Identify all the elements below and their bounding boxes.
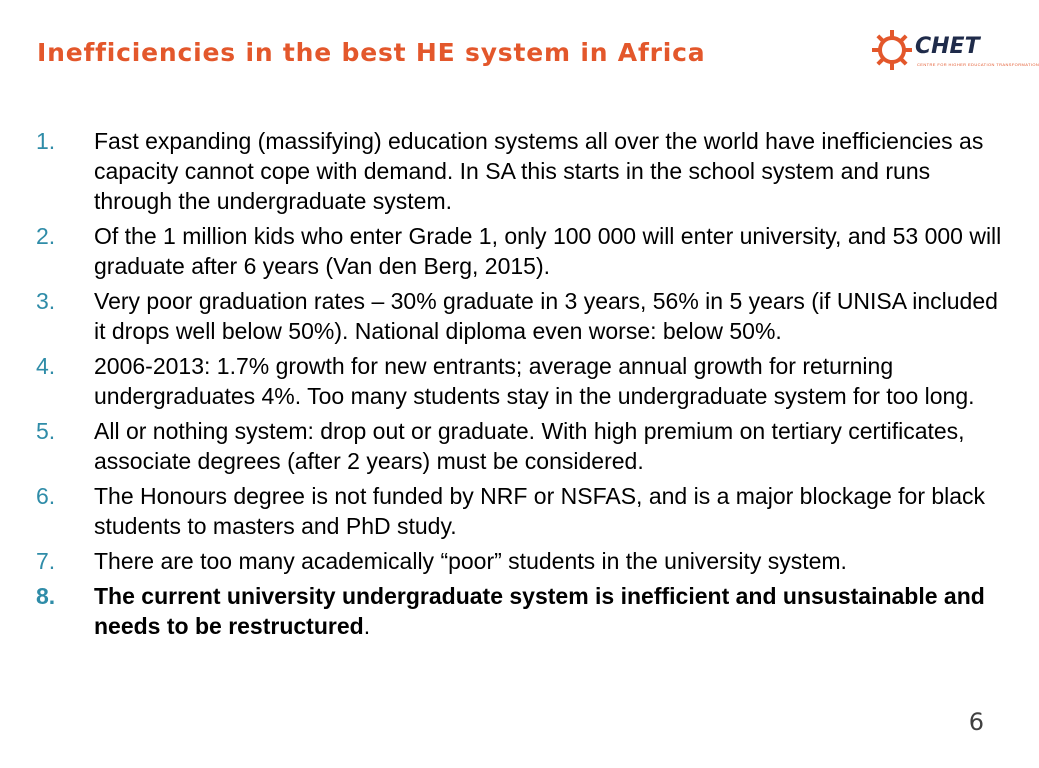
sun-gear-icon — [870, 28, 914, 72]
item-text: There are too many academically “poor” students in the university system. — [94, 548, 847, 574]
item-number: 1. — [36, 128, 56, 154]
page-number: 6 — [968, 708, 984, 736]
item-text: The current university undergraduate system is inefficient and unsustainable and needs to be restructured — [94, 583, 985, 639]
item-text: The Honours degree is not funded by NRF or NSFAS, and is a major blockage for black students to masters and PhD study. — [94, 483, 986, 539]
list-item-conclusion — [36, 581, 1004, 641]
slide-title: Inefficiencies in the best HE system in Africa — [37, 38, 706, 67]
list-item — [36, 416, 1004, 476]
item-number: 8. — [36, 583, 56, 609]
chet-logo — [870, 28, 1039, 78]
item-number: 6. — [36, 483, 56, 509]
item-number: 3. — [36, 288, 56, 314]
list-item — [36, 221, 1004, 281]
logo-wordmark: CHET — [915, 34, 980, 59]
list-item — [36, 126, 1004, 216]
list-item — [36, 286, 1004, 346]
list-item — [36, 546, 1004, 576]
item-number: 2. — [36, 223, 56, 249]
item-text: Of the 1 million kids who enter Grade 1, only 100 000 will enter university, and 53 000 will graduate after 6 years (Van den Berg, 2015). — [94, 223, 1002, 279]
item-text-wrapper — [94, 581, 1004, 641]
item-text: 2006-2013: 1.7% growth for new entrants; average annual growth for returning undergraduates 4%. Too many students stay in the undergraduate system for too long. — [94, 353, 975, 409]
item-text: Fast expanding (massifying) education systems all over the world have inefficiencies as capacity cannot cope with demand. In SA this starts in the school system and runs through the undergraduate system. — [94, 128, 984, 214]
list-item — [36, 481, 1004, 541]
item-text-suffix: . — [363, 613, 371, 639]
inefficiencies-list — [36, 126, 1004, 646]
item-number: 4. — [36, 353, 56, 379]
logo-tagline: CENTRE FOR HIGHER EDUCATION TRANSFORMATION — [917, 62, 1039, 67]
item-text: All or nothing system: drop out or graduate. With high premium on tertiary certificates, associate degrees (after 2 years) must be considered. — [94, 418, 965, 474]
item-text: Very poor graduation rates – 30% graduate in 3 years, 56% in 5 years (if UNISA included it drops well below 50%). National diploma even worse: below 50%. — [94, 288, 998, 344]
item-number: 5. — [36, 418, 56, 444]
item-number: 7. — [36, 548, 56, 574]
list-item — [36, 351, 1004, 411]
